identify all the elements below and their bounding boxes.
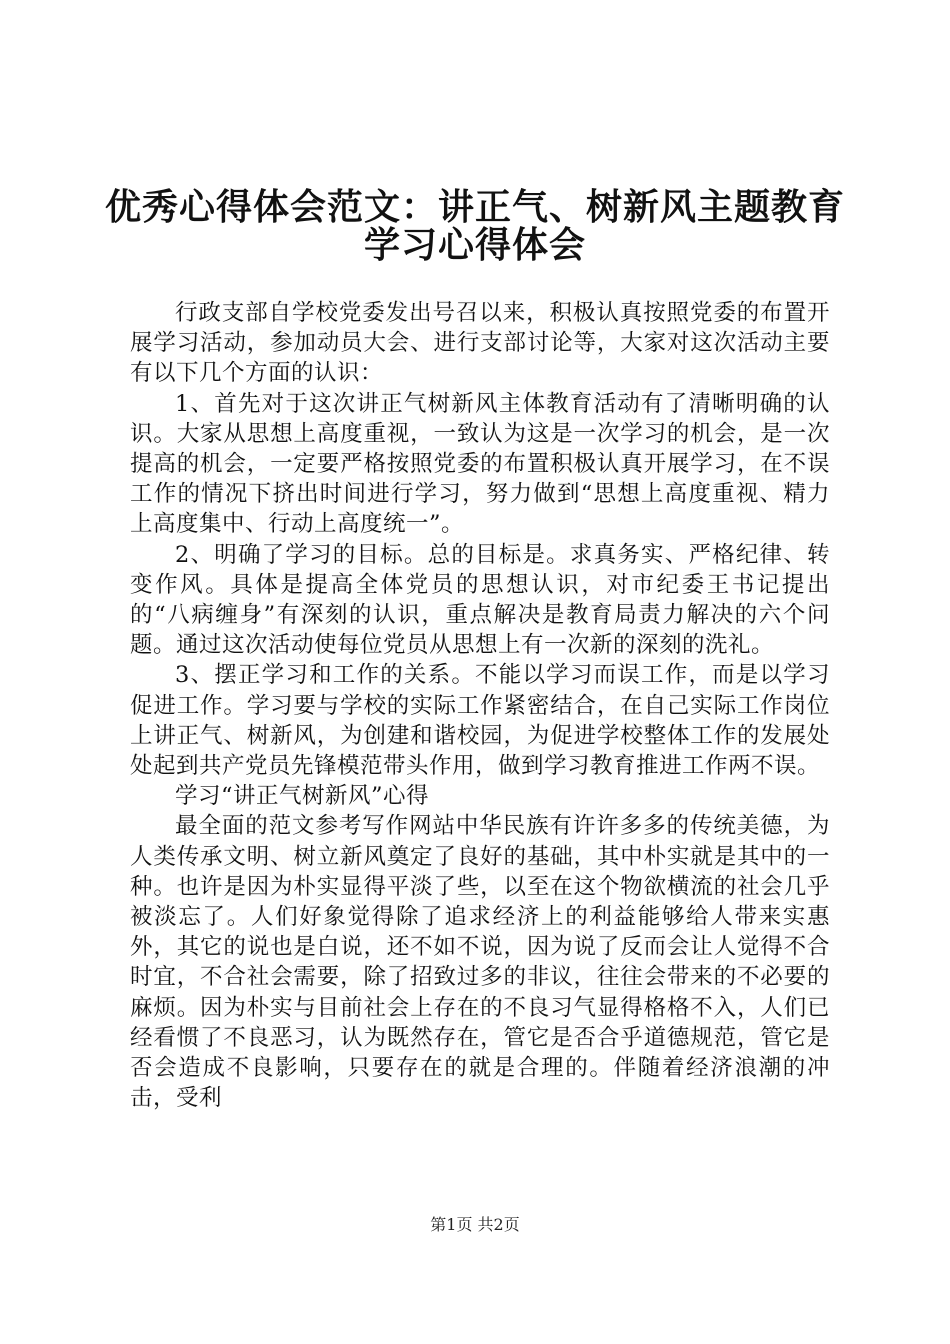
paragraph-point-2: 2、明确了学习的目标。总的目标是。求真务实、严格纪律、转变作风。具体是提高全体党员的思想认识，对市纪委王书记提出的“八病缠身”有深刻的认识，重点解决是教育局责力解决的六个问题。通过这次活动使每位党员从思想上有一次新的深刻的洗礼。 xyxy=(130,541,830,659)
document-title-line-2: 学习心得体会 xyxy=(363,225,586,266)
paragraph-intro: 行政支部自学校党委发出号召以来，积极认真按照党委的布置开展学习活动，参加动员大会、进行支部讨论等，大家对这次活动主要有以下几个方面的认识： xyxy=(130,300,830,387)
section-subheading: 学习“讲正气树新风”心得 xyxy=(175,783,430,810)
paragraph-essay: 最全面的范文参考写作网站中华民族有许许多多的传统美德，为人类传承文明、树立新风奠定了良好的基础，其中朴实就是其中的一种。也许是因为朴实显得平淡了些，以至在这个物欲横流的社会几乎被淡忘了。人们好象觉得除了追求经济上的利益能够给人带来实惠外，其它的说也是白说，还不如不说，因为说了反而会让人觉得不合时宜，不合社会需要，除了招致过多的非议，往往会带来的不必要的麻烦。因为朴实与目前社会上存在的不良习气显得格格不入，人们已经看惯了不良恶习，认为既然存在，管它是否合乎道德规范，管它是否会造成不良影响，只要存在的就是合理的。伴随着经济浪潮的冲击，受利 xyxy=(130,813,830,1112)
paragraph-point-3: 3、摆正学习和工作的关系。不能以学习而误工作，而是以学习促进工作。学习要与学校的实际工作紧密结合，在自己实际工作岗位上讲正气、树新风，为创建和谐校园，为促进学校整体工作的发展处处起到共产党员先锋模范带头作用，做到学习教育推进工作两不误。 xyxy=(130,662,830,780)
page-number-footer: 第1页 共2页 xyxy=(430,1215,520,1234)
document-title-line-1: 优秀心得体会范文：讲正气、树新风主题教育 xyxy=(104,187,845,228)
document-body xyxy=(130,298,830,1113)
paragraph-point-1: 1、首先对于这次讲正气树新风主体教育活动有了清晰明确的认识。大家从思想上高度重视，一致认为这是一次学习的机会，是一次提高的机会，一定要严格按照党委的布置积极认真开展学习，在不误工作的情况下挤出时间进行学习，努力做到“思想上高度重视、精力上高度集中、行动上高度统一”。 xyxy=(130,390,830,538)
